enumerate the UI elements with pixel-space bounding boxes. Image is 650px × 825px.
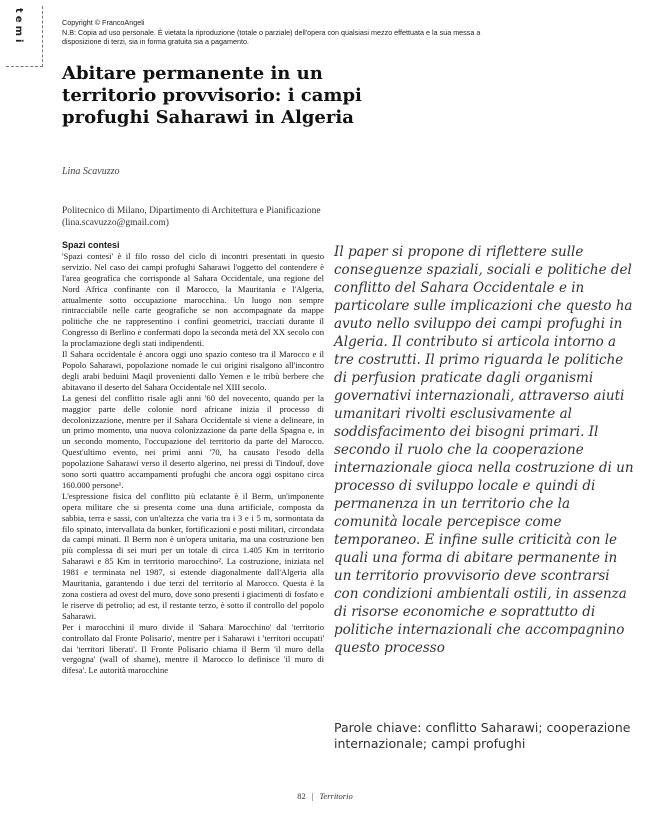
body-paragraph: L'espressione fisica del conflitto più eclatante è il Berm, un'imponente opera militare che si presenta come una duna artificiale, composta da sabbia, terra e sassi, con un'altezza che varia tra i 3 e i 5 m, sormontata da filo spinato, intervallata da bunker, fortificazioni e posti militari, circondata da campi minati. Il Berm non è un'opera unitaria, ma una costruzione ben più complessa di sei muri per un totale di circa 1.405 Km in territorio Saharawi e 85 Km in territorio marocchino². La costruzione, iniziata nel 1981 e terminata nel 1987, si estende diagonalmente dall'Algeria alla Mauritania, garantendo i due terzi del territorio al Marocco. Questa è la zona costiera ad ovest del muro, dove sono presenti i giacimenti di fosfato e le riserve di petrolio; ad est, il restante terzo, è sotto il controllo del popolo Saharawi. bbox=[62, 490, 324, 621]
affiliation-email: (lina.scavuzzo@gmail.com) bbox=[62, 218, 169, 228]
section-tag-box bbox=[6, 6, 43, 67]
copyright-notice bbox=[62, 18, 482, 47]
journal-name: Territorio bbox=[319, 791, 353, 801]
page-footer bbox=[0, 791, 650, 801]
affiliation-institution: Politecnico di Milano, Dipartimento di Architettura e Pianificazione bbox=[62, 206, 321, 216]
body-column bbox=[62, 240, 324, 676]
author-affiliation bbox=[62, 205, 362, 229]
copyright-disclaimer: N.B: Copia ad uso personale. È vietata la riproduzione (totale o parziale) dell'opera con qualsiasi mezzo effettuata e la sua messa a disposizione di terzi, sia in forma gratuita sia a pagamento. bbox=[62, 27, 481, 47]
copyright-line: Copyright © FrancoAngeli bbox=[62, 18, 145, 27]
keywords: Parole chiave: conflitto Saharawi; cooperazione internazionale; campi profughi bbox=[334, 720, 631, 751]
author-name: Lina Scavuzzo bbox=[62, 166, 120, 177]
section-tag: temi bbox=[13, 8, 24, 46]
section-heading: Spazi contesi bbox=[62, 240, 120, 250]
page-number: 82 bbox=[297, 791, 306, 801]
body-paragraph: La genesi del conflitto risale agli anni '60 del novecento, quando per la maggior parte delle colonie nord africane inizia il processo di decolonizzazione, mentre per il Sahara Occidentale si viene a delineare, in un primo momento, una nuova colonizzazione da parte della Spagna e, in un secondo momento, l'occupazione del territorio da parte del Marocco. Quest'ultimo evento, nei primi anni '70, ha causato l'esodo della popolazione Saharawi verso il deserto algerino, nei pressi di Tindouf, dove sono sorti quattro accampamenti profughi che ancora oggi ospitano circa 160.000 persone¹. bbox=[62, 392, 324, 490]
body-paragraph: Il Sahara occidentale è ancora oggi uno spazio conteso tra il Marocco e il Popolo Saharawi, popolazione nomade le cui origini risalgono all'incontro degli arabi beduini Maqil provenienti dallo Yemen e le tribù berbere che abitavano il deserto del Sahara Occidentale nel XIII secolo. bbox=[62, 349, 324, 392]
abstract: Il paper si propone di riflettere sulle conseguenze spaziali, sociali e politiche del conflitto del Sahara Occidentale e in particolare sulle implicazioni che questo ha avuto nello sviluppo dei campi profughi in Algeria. Il contributo si articola intorno a tre costrutti. Il primo riguarda le politiche di perfusion praticate dagli organismi governativi internazionali, attraverso aiuti umanitari rivolti esclusivamente al soddisfacimento dei bisogni primari. Il secondo il ruolo che la cooperazione internazionale gioca nella costruzione di un processo di sviluppo locale e quindi di permanenza in un territorio che la comunità locale percepisce come temporaneo. E infine sulle criticità con le quali una forma di abitare permanente in un territorio provvisorio deve scontrarsi con condizioni ambientali ostili, in assenza di risorse economiche e soprattutto di politiche internazionali che accompagnino questo processo bbox=[334, 244, 634, 656]
body-paragraph: 'Spazi contesi' è il filo rosso del ciclo di incontri presentati in questo servizio. Nel caso dei campi profughi Saharawi l'oggetto del contendere è l'area geografica che corrisponde al Sahara Occidentale, una regione del Nord Africa confinante con il Marocco, la Mauritania e l'Algeria, attualmente sotto occupazione marocchina. Un luogo non sempre rintracciabile nelle carte geografiche se non accompagnate da mappe politiche che ne rappresentino i confini geometrici, tracciati durante il Congresso di Berlino e confermati dopo la seconda metà del XX secolo con la proclamazione degli stati indipendenti. bbox=[62, 250, 324, 349]
footer-separator: | bbox=[311, 791, 314, 801]
body-paragraph: Per i marocchini il muro divide il 'Sahara Marocchino' dal 'territorio controllato dal Fronte Polisario', mentre per i Saharawi i 'territori occupati' dai 'territori liberati'. Il Fronte Polisario chiama il Berm 'il muro della vergogna' (wall of shame), mentre il Marocco lo definisce 'il muro di difesa'. Le autorità marocchine bbox=[62, 621, 324, 676]
article-title: Abitare permanente in un territorio provvisorio: i campi profughi Saharawi in Algeria bbox=[62, 63, 362, 128]
